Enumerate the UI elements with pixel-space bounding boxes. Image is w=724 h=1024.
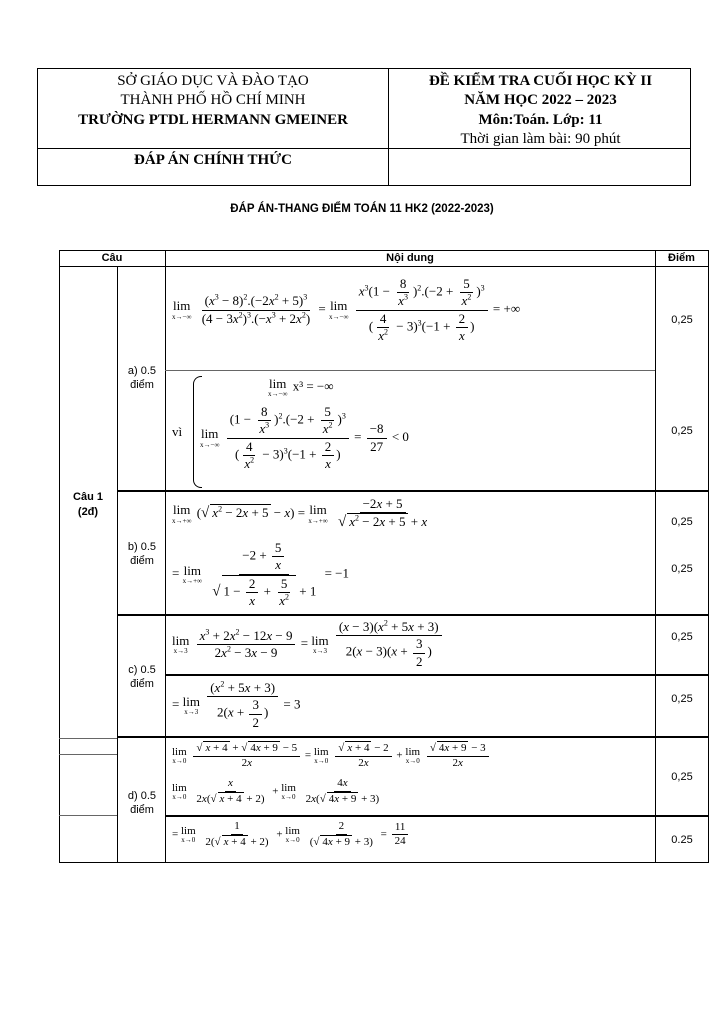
score-c1: 0,25 <box>671 631 693 643</box>
part-b-unit: điểm <box>130 555 154 567</box>
part-d-title: d) 0.5 <box>127 790 157 802</box>
answer-key-title: ĐÁP ÁN-THANG ĐIỂM TOÁN 11 HK2 (2022-2023) <box>230 203 494 215</box>
part-c-label <box>120 663 164 691</box>
math-a2-limit-x3: lim x→−∞ x³ = −∞ <box>268 376 334 399</box>
exam-duration: Thời gian làm bài: 90 phút <box>460 131 621 147</box>
part-d-label <box>120 789 164 817</box>
score-b1: 0,25 <box>671 516 693 528</box>
math-b2: = lim x→+∞ −2 + $\frac{5}{x}$ √ 1 − $\frac{2}{x}$ + $\frac{5}{x^2}$ + 1 = −1 <box>172 540 350 608</box>
official-answer-label: ĐÁP ÁN CHÍNH THỨC <box>134 152 292 168</box>
part-a-title: a) 0.5 <box>127 365 157 377</box>
score-a1: 0,25 <box>671 314 693 326</box>
col-header-score: Điểm <box>668 252 695 264</box>
score-d2: 0.25 <box>671 834 693 846</box>
math-d3: = lim x→0 $\frac{1}{2(√ x + 4 + 2)}$ + lim x→0 $\frac{2}{(√ 4x + 9 + 3)}$ = $\frac{11}{24}$ <box>172 820 411 850</box>
score-b2: 0,25 <box>671 563 693 575</box>
math-d1: lim x→0 $\frac{√ x + 4 + √ 4x + 9 - 5}{2x}$ = lim x→0 $\frac{√ x + 4 - 2}{2x}$ + lim x→0 $\frac{√ 4x + 9 - 3}{2x}$ <box>172 741 491 771</box>
math-d2: lim x→0 $\frac{x}{2x(√ x + 4 + 2)}$ + lim x→0 $\frac{4x}{2x(√ 4x + 9 + 3)}$ <box>172 777 380 805</box>
department-name: SỞ GIÁO DỤC VÀ ĐÀO TẠO <box>117 73 309 89</box>
question-label <box>59 490 117 520</box>
exam-header <box>37 68 691 186</box>
col-header-question: Câu <box>101 252 123 264</box>
school-year: NĂM HỌC 2022 – 2023 <box>464 92 617 108</box>
math-a1: lim x→−∞ $\frac{(x^3 - 8)^2.(-2x^2 + 5)^3}{(4 - 3x^2)^3.(-x^3 + 2x^2)}$ = lim x→−∞ $x^3(1$ − $\frac{8}{x^3}$ )$^2$.(−2 + $\frac{5}{x^2}$ )$^3$ ( $\frac{4}{x^2}$ − 3)$^3$(−1 + $\frac{2}{x}$ ) = +∞ <box>172 276 521 343</box>
part-b-label <box>120 540 164 568</box>
math-c2: = lim x→3 $(x^2 + 5x + 3)$ 2(x + $\frac{3}{2}$ ) = 3 <box>172 679 301 730</box>
exam-title: ĐỀ KIỂM TRA CUỐI HỌC KỲ II <box>428 73 653 89</box>
math-c1: lim x→3 $\frac{x^3 + 2x^2 - 12x - 9}{2x^2 - 3x - 9}$ = lim x→3 $(x - 3)(x^2 + 5x + 3)$ 2(x − 3)(x + $\frac{3}{2}$ ) <box>172 619 444 670</box>
school-name: TRƯỜNG PTDL HERMANN GMEINER <box>78 112 348 128</box>
part-d-unit: điểm <box>130 804 154 816</box>
city-name: THÀNH PHỐ HỒ CHÍ MINH <box>120 92 306 108</box>
score-c2: 0,25 <box>671 693 693 705</box>
math-a2-limit-fraction: lim x→−∞ (1 − $\frac{8}{x^3}$ )$^2$.(−2 + $\frac{5}{x^2}$ )$^3$ ( $\frac{4}{x^2}$ − 3)$^3$(−1 + $\frac{2}{x}$ ) = $\frac{-8}{27}$ < 0 <box>200 404 409 471</box>
part-a-label <box>120 364 164 392</box>
part-b-title: b) 0.5 <box>127 541 157 553</box>
question-number: Câu 1 <box>73 491 103 503</box>
score-a2: 0,25 <box>671 425 693 437</box>
part-c-title: c) 0.5 <box>128 664 156 676</box>
math-b1: lim x→+∞ (√ $x^2 - 2x + 5 - x$) = lim x→+∞ $\frac{-2x + 5}{√ x^2 - 2x + 5 + x}$ <box>172 496 428 531</box>
question-points: (2đ) <box>77 506 99 518</box>
because-label: vì <box>172 424 183 439</box>
subject-grade: Môn:Toán. Lớp: 11 <box>478 112 603 128</box>
part-c-unit: điểm <box>130 678 154 690</box>
col-header-content: Nội dung <box>386 252 434 264</box>
score-d1: 0,25 <box>671 771 693 783</box>
part-a-unit: điểm <box>130 379 154 391</box>
